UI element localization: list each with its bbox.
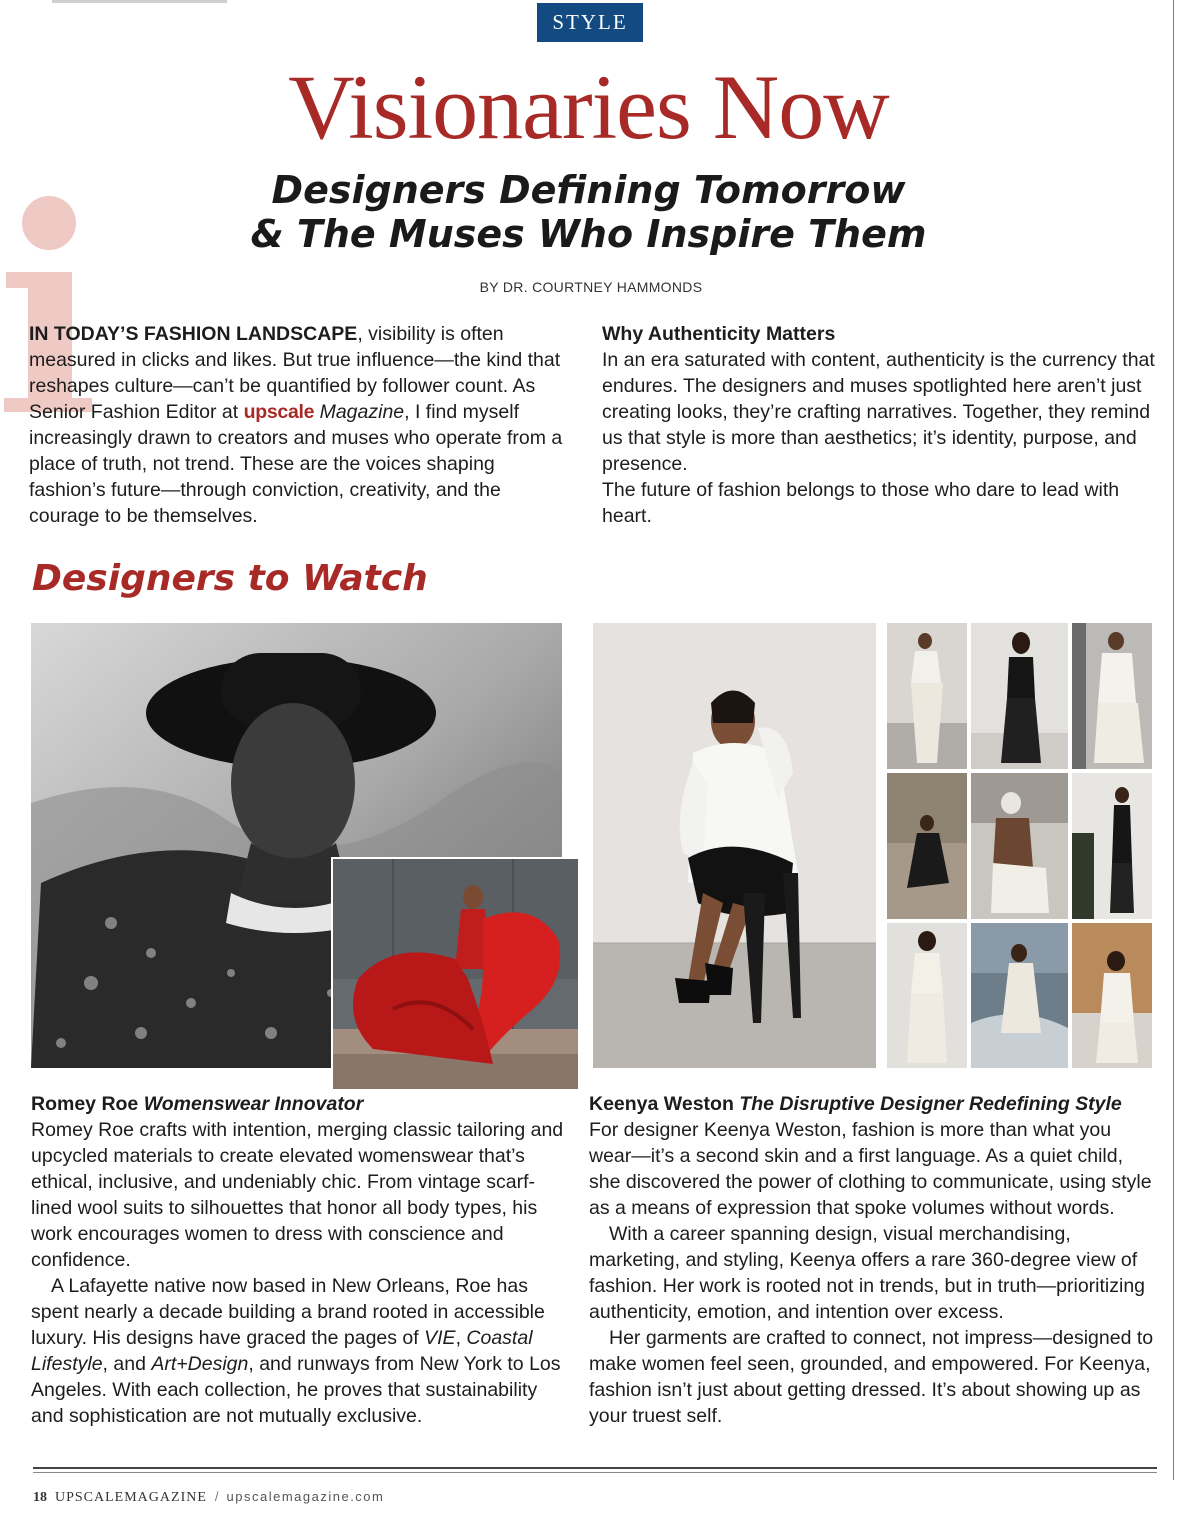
grid-photo-6-illustration — [1072, 773, 1152, 919]
dropcap-dot — [22, 196, 76, 250]
designers-heading: Designers to Watch — [32, 558, 428, 599]
headline: Visionaries Now — [288, 56, 889, 158]
brand-name: upscale — [243, 401, 315, 423]
grid-photo-1 — [887, 623, 967, 769]
section-tag: STYLE — [537, 3, 643, 42]
intro-text-1: , visibility is often measured in clicks and likes. But true influence—the kind that reshapes culture—can’t be quantified by follower count. As Senior Fashion Editor at — [29, 323, 561, 423]
grid-photo-9-illustration — [1072, 923, 1152, 1068]
grid-photo-6 — [1072, 773, 1152, 919]
pub-sep-1: , — [455, 1327, 467, 1349]
romey-roe-profile — [31, 1091, 571, 1429]
grid-photo-9 — [1072, 923, 1152, 1068]
grid-photo-5-illustration — [971, 773, 1068, 919]
romey-p2-start: A Lafayette native now based in New Orleans, Roe has spent nearly a decade building a brand rooted in accessible luxury. His designs have graced the pages of — [31, 1275, 545, 1349]
intro-paragraph — [29, 321, 569, 529]
page-number: 18 — [33, 1490, 47, 1505]
grid-photo-3 — [1072, 623, 1152, 769]
grid-photo-1-illustration — [887, 623, 967, 769]
grid-photo-7-illustration — [887, 923, 967, 1068]
pub-coastal-lifestyle: Coastal Lifestyle — [31, 1327, 533, 1375]
keenya-paragraph-3: Her garments are crafted to connect, not impress—designed to make women feel seen, grounded, and empowered. For Keenya, fashion isn’t just about getting dressed. It’s about showing up as your truest self. — [589, 1327, 1154, 1427]
romey-name: Romey Roe — [31, 1093, 139, 1115]
keenya-weston-profile — [589, 1091, 1157, 1429]
keenya-role: The Disruptive Designer Redefining Style — [739, 1093, 1122, 1115]
grid-photo-4-illustration — [887, 773, 967, 919]
romey-paragraph-2 — [31, 1273, 571, 1429]
subhead-line-2: & The Muses Who Inspire Them — [250, 212, 927, 256]
intro-text-2: , I find myself increasingly drawn to creators and muses who operate from a place of truth, not trend. These are the voices shaping fashion’s future—through conviction, creativity, and the courage to be themselves. — [29, 401, 563, 527]
grid-photo-2-illustration — [971, 623, 1068, 769]
romey-paragraph-1: Romey Roe crafts with intention, merging classic tailoring and upcycled materials to create elevated womenswear that’s ethical, inclusive, and undeniably chic. From vintage scarf-lined wool suits to silhouettes that honor all body types, his work encourages women to dress with conscience and confidence. — [31, 1119, 564, 1271]
grid-photo-5 — [971, 773, 1068, 919]
keenya-paragraph-1: For designer Keenya Weston, fashion is more than what you wear—it’s a second skin and a first language. As a quiet child, she discovered the power of clothing to communicate, using style as a means of expression that spoke volumes without words. — [589, 1119, 1152, 1219]
grid-photo-2 — [971, 623, 1068, 769]
byline: BY DR. COURTNEY HAMMONDS — [479, 279, 703, 295]
grid-photo-4 — [887, 773, 967, 919]
why-heading: Why Authenticity Matters — [602, 323, 836, 345]
footer-separator: / — [214, 1489, 219, 1504]
footer-rule — [33, 1467, 1157, 1469]
footer-url[interactable]: upscalemagazine.com — [226, 1489, 385, 1504]
why-paragraph-2: The future of fashion belongs to those who dare to lead with heart. — [602, 479, 1120, 527]
romey-heading — [31, 1091, 571, 1117]
keenya-illustration — [593, 623, 876, 1068]
intro-lead: IN TODAY’S FASHION LANDSCAPE — [29, 323, 358, 345]
footer-magazine-name: UPSCALEMAGAZINE — [55, 1490, 207, 1505]
keenya-collection-grid — [887, 623, 1152, 1068]
subhead — [0, 168, 1177, 256]
keenya-heading — [589, 1091, 1157, 1117]
keenya-paragraph-2: With a career spanning design, visual merchandising, marketing, and styling, Keenya offers a rare 360-degree view of fashion. Her work is rooted not in trends, but in truth—prioritizing authenticity, emotion, and intention over excess. — [589, 1223, 1146, 1323]
grid-photo-3-illustration — [1072, 623, 1152, 769]
why-paragraph-1: In an era saturated with content, authenticity is the currency that endures. The designers and muses spotlighted here aren’t just creating looks, they’re crafting narratives. Together, they remind us that style is more than aesthetics; it’s identity, purpose, and presence. — [602, 349, 1155, 475]
page-footer — [33, 1489, 384, 1506]
pub-art-design: Art+Design — [151, 1353, 249, 1375]
footer-rule-thin — [33, 1472, 1157, 1473]
pub-vie: VIE — [424, 1327, 456, 1349]
keenya-weston-photo — [593, 623, 876, 1068]
red-gown-photo — [331, 857, 578, 1089]
subhead-line-1: Designers Defining Tomorrow — [271, 168, 906, 212]
why-authenticity-column — [602, 321, 1158, 529]
grid-photo-8-illustration — [971, 923, 1068, 1068]
top-edge-mark — [52, 0, 227, 3]
red-gown-illustration — [333, 859, 578, 1089]
magazine-word: Magazine — [319, 401, 405, 423]
romey-role: Womenswear Innovator — [143, 1093, 364, 1115]
keenya-name: Keenya Weston — [589, 1093, 734, 1115]
pub-sep-2: , and — [102, 1353, 152, 1375]
grid-photo-8 — [971, 923, 1068, 1068]
romey-p2-end: , and runways from New York to Los Angeles. With each collection, he proves that sustainability and sophistication are not mutually exclusive. — [31, 1353, 561, 1427]
grid-photo-7 — [887, 923, 967, 1068]
